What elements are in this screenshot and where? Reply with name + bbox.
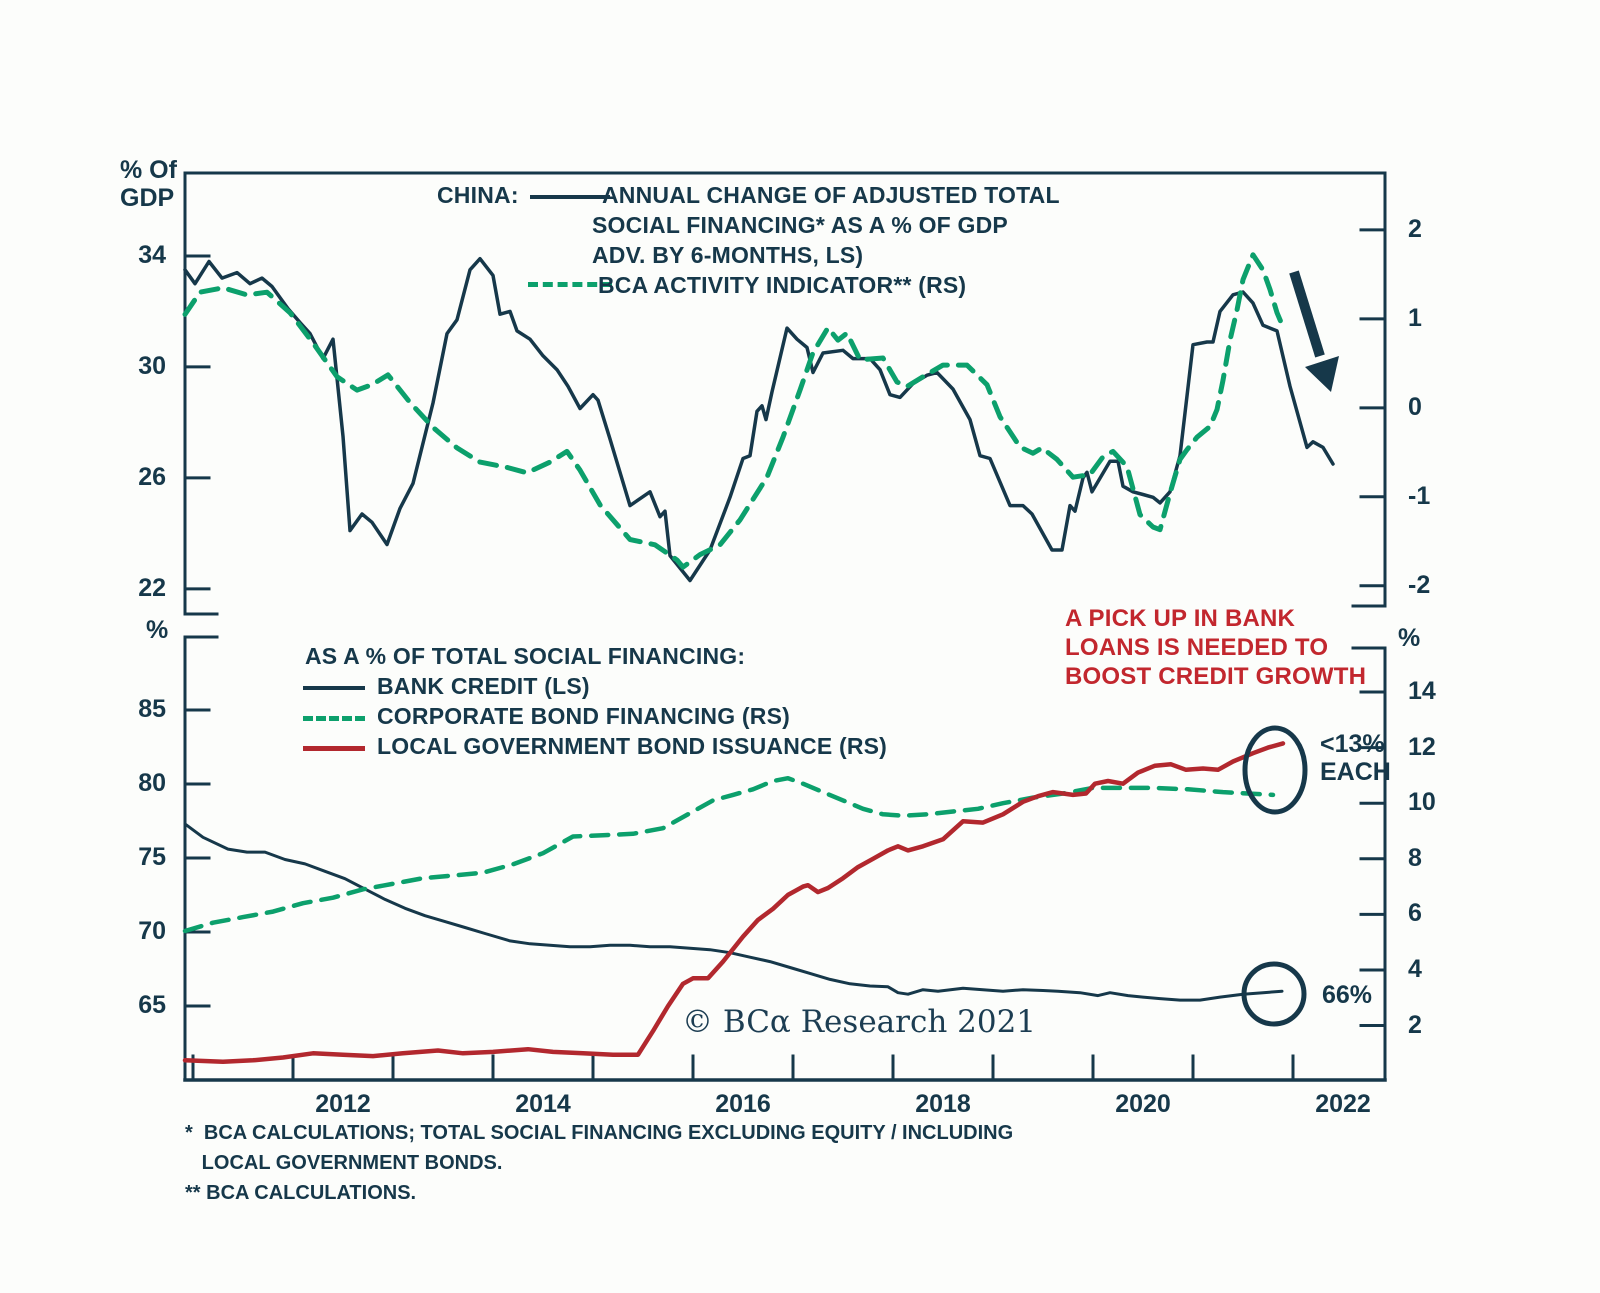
axis-tick-label: 22: [138, 573, 166, 602]
axis-tick-label: 80: [138, 768, 166, 797]
red-annotation-line3: BOOST CREDIT GROWTH: [1065, 663, 1367, 690]
axis-tick-label: 70: [138, 916, 166, 945]
x-axis-year-label: 2012: [315, 1090, 371, 1118]
red-annotation-line2: LOANS IS NEEDED TO: [1065, 634, 1329, 661]
bottom-legend-title: AS A % OF TOTAL SOCIAL FINANCING:: [305, 643, 746, 669]
series-tsf-annual-change: [185, 259, 1333, 581]
top-left-axis-unit-line2: GDP: [120, 184, 175, 212]
bottom-left-axis-unit: %: [146, 616, 169, 644]
bottom-legend-item-lgb-issuance: LOCAL GOVERNMENT BOND ISSUANCE (RS): [377, 733, 888, 759]
axis-tick-label: 75: [138, 842, 166, 871]
top-legend-series2-label: BCA ACTIVITY INDICATOR** (RS): [598, 272, 967, 298]
series-corporate-bond-financing: [185, 778, 1273, 931]
footnote-line1: * BCA CALCULATIONS; TOTAL SOCIAL FINANCING EXCLUDING EQUITY / INCLUDING: [185, 1122, 1014, 1144]
footnote-line3: ** BCA CALCULATIONS.: [185, 1182, 417, 1204]
callout-66: 66%: [1322, 981, 1373, 1009]
axis-tick-label: 14: [1408, 677, 1436, 706]
axis-tick-label: 8: [1408, 843, 1422, 872]
axis-tick-label: 2: [1408, 1010, 1422, 1039]
bottom-legend-item-corporate-bond: CORPORATE BOND FINANCING (RS): [377, 703, 790, 729]
x-axis-year-label: 2018: [915, 1090, 971, 1118]
bottom-legend-item-bank-credit: BANK CREDIT (LS): [377, 673, 590, 699]
tsf-line-swatch: [530, 195, 610, 199]
highlight-circle-each: [1245, 728, 1305, 812]
corporate-bond-swatch: [303, 716, 365, 721]
axis-tick-label: 10: [1408, 788, 1436, 817]
axis-tick-label: 6: [1408, 899, 1422, 928]
top-legend-series1-line2: SOCIAL FINANCING* AS A % OF GDP: [592, 212, 1008, 238]
bca-research-watermark: © BCα Research 2021: [682, 1004, 1037, 1040]
decline-arrow-shaft: [1294, 272, 1320, 356]
bottom-right-axis-unit: %: [1398, 624, 1421, 652]
callout-each-line2: EACH: [1320, 758, 1391, 786]
top-legend-series1-line1: ANNUAL CHANGE OF ADJUSTED TOTAL: [602, 182, 1060, 208]
series-bank-credit: [185, 824, 1282, 1000]
axis-tick-label: 4: [1408, 954, 1422, 983]
axis-tick-label: 85: [138, 694, 166, 723]
axis-tick-label: 1: [1408, 303, 1422, 332]
x-axis-year-label: 2014: [515, 1090, 571, 1118]
top-legend-prefix: CHINA:: [437, 182, 519, 208]
x-axis-year-label: 2020: [1115, 1090, 1171, 1118]
red-annotation-line1: A PICK UP IN BANK: [1065, 605, 1296, 632]
top-legend-series1-line3: ADV. BY 6-MONTHS, LS): [592, 242, 864, 268]
x-axis-year-label: 2022: [1315, 1090, 1371, 1118]
x-axis-year-label: 2016: [715, 1090, 771, 1118]
footnote-line2: LOCAL GOVERNMENT BONDS.: [185, 1152, 503, 1174]
callout-each-line1: <13%: [1320, 730, 1385, 758]
axis-tick-label: 30: [138, 351, 166, 380]
axis-tick-label: 34: [138, 240, 166, 269]
decline-arrow-head: [1305, 356, 1339, 392]
lgb-issuance-swatch: [303, 746, 365, 751]
axis-tick-label: 26: [138, 462, 166, 491]
bank-credit-swatch: [303, 686, 365, 690]
axis-tick-label: -1: [1408, 481, 1431, 510]
top-left-axis-unit-line1: % Of: [120, 156, 177, 184]
axis-tick-label: -2: [1408, 570, 1431, 599]
axis-tick-label: 12: [1408, 732, 1436, 761]
axis-tick-label: 2: [1408, 214, 1422, 243]
axis-tick-label: 65: [138, 990, 166, 1019]
axis-tick-label: 0: [1408, 392, 1422, 421]
